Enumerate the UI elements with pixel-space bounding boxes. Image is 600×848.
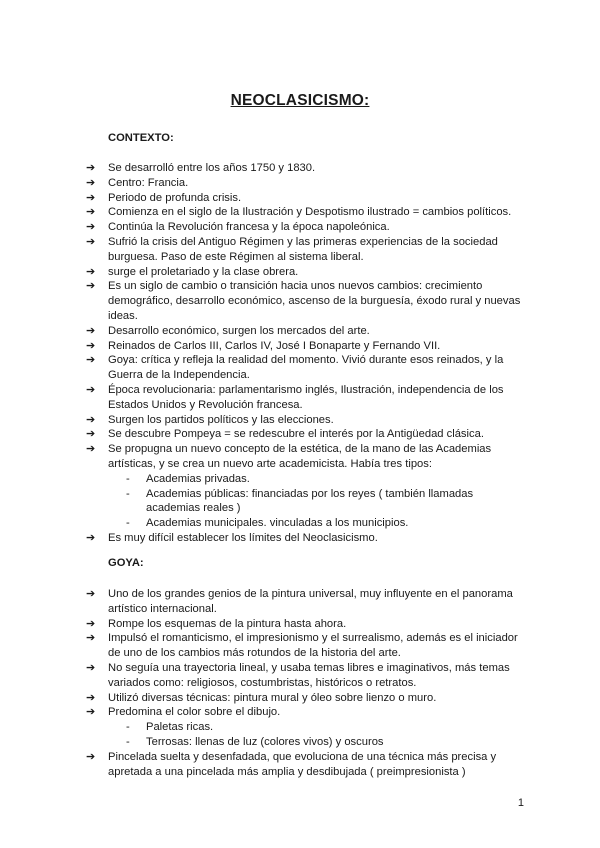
sub-list-item-text: Academias privadas. [146,472,250,485]
contexto-heading: CONTEXTO: [108,132,174,144]
list-item [86,220,526,235]
list-item [86,705,526,749]
list-item-text: Es muy difícil establecer los límites del Neoclasicismo. [108,531,378,544]
list-item [86,383,526,413]
dash-bullet-icon: - [126,721,130,734]
list-item [86,691,526,706]
list-item [86,413,526,428]
arrow-bullet-icon: ➔ [86,176,96,189]
list-item-text: Predomina el color sobre el dibujo. [108,706,281,719]
sub-list-item-text: Academias municipales. vinculadas a los municipios. [146,517,409,530]
sub-list-item [108,472,526,487]
sub-list-item [108,720,526,735]
list-item [86,176,526,191]
arrow-bullet-icon: ➔ [86,443,96,456]
arrow-bullet-icon: ➔ [86,324,96,337]
list-item [86,161,526,176]
list-item-text: Surgen los partidos políticos y las elecciones. [108,413,334,426]
arrow-bullet-icon: ➔ [86,162,96,174]
list-item-text: Utilizó diversas técnicas: pintura mural y óleo sobre lienzo o muro. [108,691,437,704]
list-item [86,661,526,691]
sub-list-item-text: Terrosas: llenas de luz (colores vivos) y oscuros [146,735,384,748]
list-item-text: surge el proletariado y la clase obrera. [108,265,299,278]
list-item [86,750,526,780]
list-item [86,442,526,531]
arrow-bullet-icon: ➔ [86,706,96,719]
list-item-text: Época revolucionaria: parlamentarismo inglés, Ilustración, independencia de los Estados Unidos y Revolución francesa. [108,383,504,411]
arrow-bullet-icon: ➔ [86,339,96,352]
list-item-text: Desarrollo económico, surgen los mercados del arte. [108,324,370,337]
list-item [86,279,526,323]
list-item-text: Es un siglo de cambio o transición hacia unos nuevos cambios: crecimiento demográfico, desarrollo económico, ascenso de la burguesía, éxodo rural y nuevas ideas. [108,280,521,322]
sub-list-item-text: Paletas ricas. [146,721,214,734]
arrow-bullet-icon: ➔ [86,383,96,396]
sub-list [108,720,526,750]
list-item [86,205,526,220]
dash-bullet-icon: - [126,517,130,530]
list-item-text: Pincelada suelta y desenfadada, que evoluciona de una técnica más precisa y apretada a una pincelada más amplia y desdibujada ( preimpresionista ) [108,750,497,778]
arrow-bullet-icon: ➔ [86,206,96,219]
sub-list-item [108,516,526,531]
dash-bullet-icon: - [126,735,130,748]
list-item [86,265,526,280]
list-item-text: Se desarrolló entre los años 1750 y 1830. [108,162,316,174]
arrow-bullet-icon: ➔ [86,235,96,248]
list-item-text: Se descubre Pompeya = se redescubre el interés por la Antigüedad clásica. [108,428,484,441]
sub-list [108,472,526,531]
list-item-text: Periodo de profunda crisis. [108,191,242,204]
arrow-bullet-icon: ➔ [86,750,96,763]
list-item [86,427,526,442]
sub-list-item-text: Academias públicas: financiadas por los reyes ( también llamadas academias reales ) [146,487,474,515]
list-item-text: Continúa la Revolución francesa y la época napoleónica. [108,221,390,234]
list-item-text: Centro: Francia. [108,176,189,189]
arrow-bullet-icon: ➔ [86,428,96,441]
list-item-text: Reinados de Carlos III, Carlos IV, José I Bonaparte y Fernando VII. [108,339,441,352]
list-item [86,531,526,546]
arrow-bullet-icon: ➔ [86,632,96,645]
arrow-bullet-icon: ➔ [86,617,96,630]
page-title: NEOCLASICISMO: [230,92,370,109]
arrow-bullet-icon: ➔ [86,280,96,293]
arrow-bullet-icon: ➔ [86,691,96,704]
arrow-bullet-icon: ➔ [86,588,96,600]
dash-bullet-icon: - [126,487,130,500]
dash-bullet-icon: - [126,472,130,485]
list-item [86,631,526,661]
list-item-text: Uno de los grandes genios de la pintura universal, muy influyente en el panorama artístico internacional. [108,588,513,615]
list-item-text: Impulsó el romanticismo, el impresionismo y el surrealismo, además es el iniciador de uno de los cambios más rotundos de la historia del arte. [108,632,518,660]
contexto-list [86,161,526,546]
list-item-text: No seguía una trayectoria lineal, y usaba temas libres e imaginativos, más temas variados como: religiosos, costumbristas, históricos o retratos. [108,661,510,689]
goya-list [86,587,526,779]
list-item-text: Se propugna un nuevo concepto de la estética, de la mano de las Academias artísticas, y se crea un nuevo arte academicista. Había tres tipos: [108,443,492,470]
page-number: 1 [517,797,524,809]
list-item-text: Rompe los esquemas de la pintura hasta ahora. [108,617,347,630]
list-item [86,339,526,354]
list-item-text: Comienza en el siglo de la Ilustración y Despotismo ilustrado = cambios políticos. [108,206,512,219]
arrow-bullet-icon: ➔ [86,191,96,204]
arrow-bullet-icon: ➔ [86,354,96,367]
list-item [86,324,526,339]
list-item [86,191,526,206]
sub-list-item [108,735,526,750]
arrow-bullet-icon: ➔ [86,531,96,544]
list-item [86,235,526,265]
arrow-bullet-icon: ➔ [86,413,96,426]
arrow-bullet-icon: ➔ [86,221,96,234]
goya-heading: GOYA: [108,557,144,569]
list-item-text: Goya: crítica y refleja la realidad del momento. Vivió durante esos reinados, y la Guerra de la Independencia. [108,354,504,382]
arrow-bullet-icon: ➔ [86,265,96,278]
list-item [86,587,526,617]
list-item-text: Sufrió la crisis del Antiguo Régimen y las primeras experiencias de la sociedad burguesa. Paso de este Régimen al sistema liberal. [108,235,498,263]
list-item [86,617,526,632]
list-item [86,353,526,383]
arrow-bullet-icon: ➔ [86,661,96,674]
sub-list-item [108,487,526,517]
